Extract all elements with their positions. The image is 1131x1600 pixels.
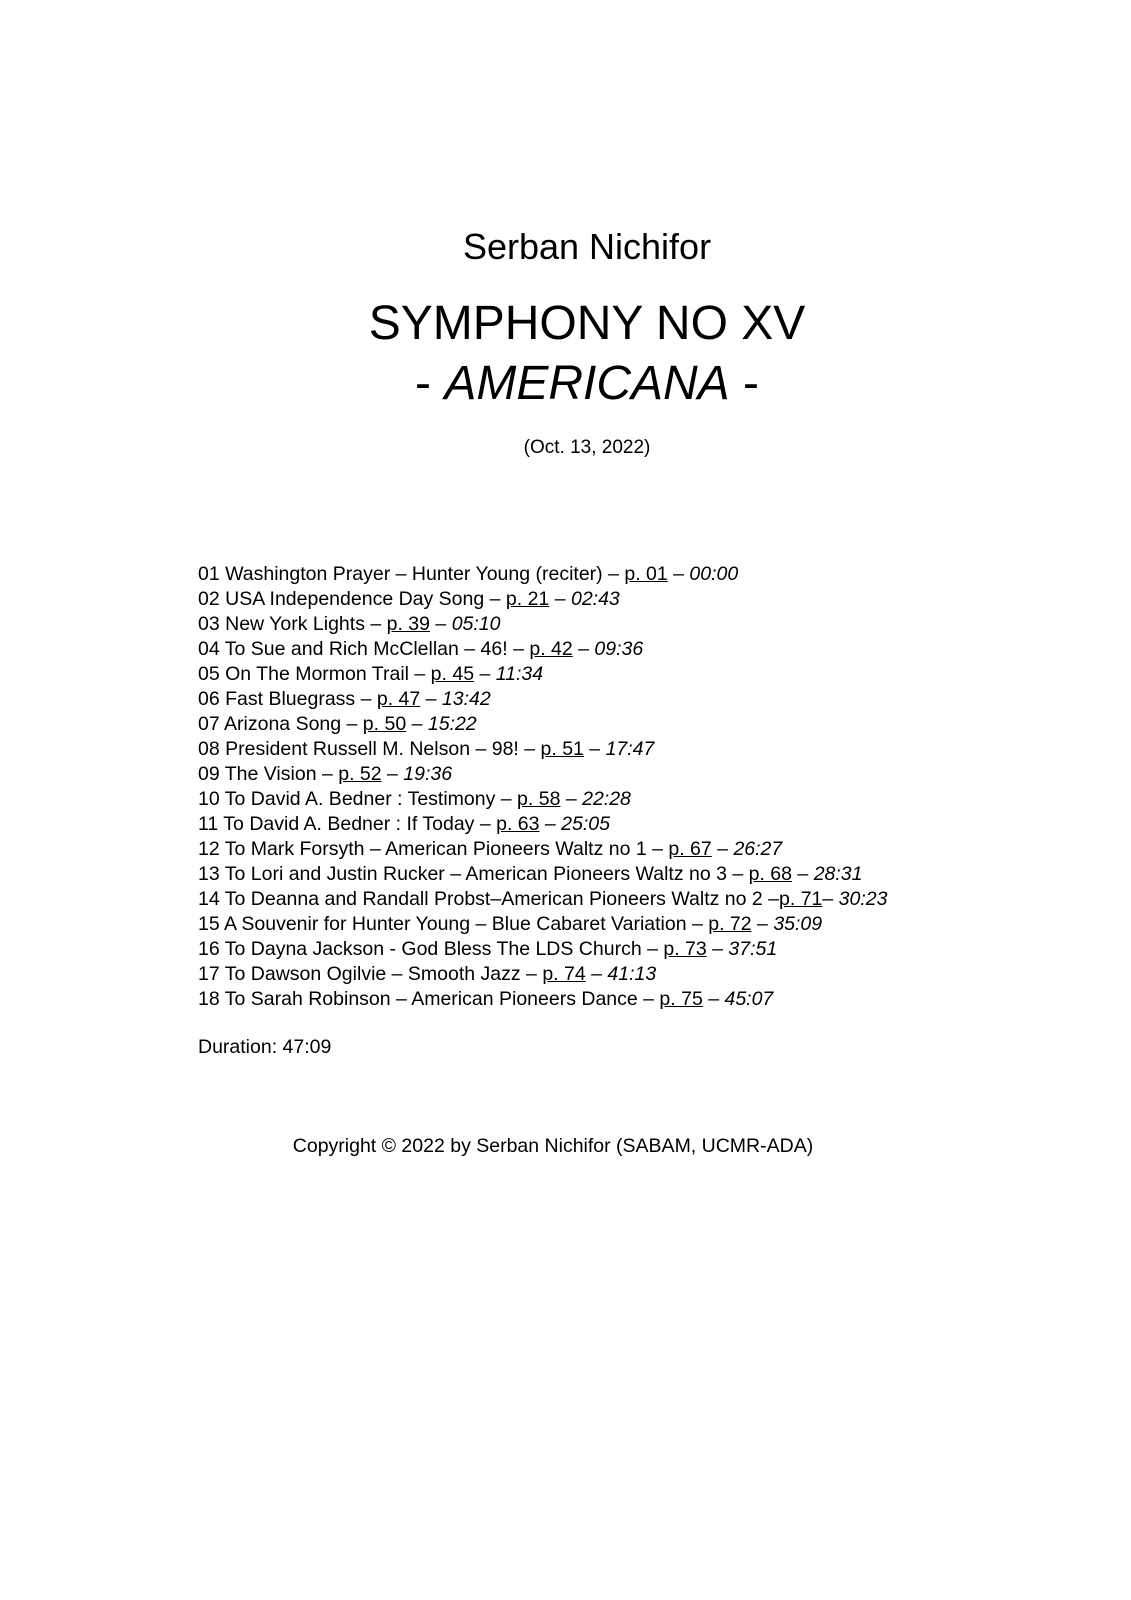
page-link[interactable]: p. 01 (624, 563, 668, 585)
subtitle-suffix: - (729, 357, 760, 410)
movement-title: 01 Washington Prayer – Hunter Young (reciter) – (198, 563, 625, 585)
movement-time: 09:36 (594, 638, 644, 660)
movement-item (198, 962, 887, 987)
movement-time: 26:27 (733, 838, 783, 860)
movement-time: 00:00 (689, 563, 739, 585)
separator: – (560, 788, 583, 810)
movement-title: 11 To David A. Bedner : If Today – (198, 813, 497, 835)
page-link[interactable]: p. 67 (668, 838, 712, 860)
movement-title: 16 To Dayna Jackson - God Bless The LDS Church – (198, 938, 664, 960)
page-link[interactable]: p. 52 (338, 763, 382, 785)
separator: – (572, 638, 595, 660)
page-link[interactable]: p. 72 (708, 913, 752, 935)
movement-time: 02:43 (570, 588, 620, 610)
movement-time: 11:34 (495, 663, 544, 685)
movement-item (198, 737, 887, 762)
movement-item (198, 862, 887, 887)
movement-title: 03 New York Lights – (198, 613, 387, 635)
page-link[interactable]: p. 21 (505, 588, 550, 610)
movement-time: 15:22 (427, 713, 477, 735)
subtitle-prefix: - (414, 357, 445, 410)
movement-title: 08 President Russell M. Nelson – 98! – (198, 738, 541, 760)
movement-title: 13 To Lori and Justin Rucker – American Pioneers Waltz no 3 – (198, 863, 749, 885)
movement-time: 13:42 (441, 688, 491, 710)
page-link[interactable]: p. 68 (748, 863, 792, 885)
page-link[interactable]: p. 71 (779, 888, 823, 910)
subtitle-text: AMERICANA (444, 357, 730, 410)
movement-title: 02 USA Independence Day Song – (198, 588, 506, 610)
movement-item (198, 662, 887, 687)
total-duration: Duration: 47:09 (198, 1036, 332, 1058)
page-link[interactable]: p. 75 (659, 988, 703, 1010)
page-link[interactable]: p. 50 (362, 713, 407, 735)
page-link[interactable]: p. 39 (386, 613, 430, 635)
movement-item (198, 637, 887, 662)
movement-title: 15 A Souvenir for Hunter Young – Blue Cabaret Variation – (198, 913, 709, 935)
page-link[interactable]: p. 73 (663, 938, 707, 960)
movement-time: 37:51 (728, 938, 778, 960)
movement-title: 14 To Deanna and Randall Probst–American Pioneers Waltz no 2 – (198, 888, 780, 910)
movement-title: 05 On The Mormon Trail – (198, 663, 431, 685)
movement-time: 35:09 (773, 913, 823, 935)
separator: – (711, 838, 734, 860)
page-link[interactable]: p. 74 (542, 963, 586, 985)
separator: – (420, 688, 442, 710)
movement-title: 17 To Dawson Ogilvie – Smooth Jazz – (198, 963, 543, 985)
movement-item (198, 787, 887, 812)
movement-item (198, 837, 887, 862)
separator: – (822, 888, 839, 910)
composer-name: Serban Nichifor (462, 226, 712, 267)
movement-item (198, 687, 887, 712)
movement-title: 04 To Sue and Rich McClellan – 46! – (198, 638, 530, 660)
separator: – (585, 963, 608, 985)
symphony-title: SYMPHONY NO XV (368, 297, 806, 350)
movement-title: 07 Arizona Song – (198, 713, 363, 735)
composition-date: (Oct. 13, 2022) (523, 437, 651, 458)
page-link[interactable]: p. 45 (430, 663, 475, 685)
movement-item (198, 587, 887, 612)
separator: – (702, 988, 725, 1010)
movement-time: 22:28 (582, 788, 631, 810)
separator: – (751, 913, 774, 935)
movement-item (198, 887, 887, 912)
page-link[interactable]: p. 51 (540, 738, 584, 760)
page-link[interactable]: p. 63 (496, 813, 540, 835)
movement-item (198, 987, 887, 1012)
movement-time: 28:31 (813, 863, 863, 885)
movement-title: 10 To David A. Bedner : Testimony – (198, 788, 518, 810)
separator: – (549, 588, 571, 610)
movement-title: 09 The Vision – (198, 763, 339, 785)
movement-time: 30:23 (838, 888, 888, 910)
copyright-notice: Copyright © 2022 by Serban Nichifor (SABAM, UCMR-ADA) (292, 1135, 814, 1157)
separator: – (706, 938, 729, 960)
symphony-subtitle (0, 356, 1131, 411)
separator: – (406, 713, 428, 735)
movement-item (198, 712, 887, 737)
movement-item (198, 937, 887, 962)
page-link[interactable]: p. 42 (529, 638, 573, 660)
movement-item (198, 762, 887, 787)
separator: – (474, 663, 496, 685)
page-link[interactable]: p. 58 (517, 788, 561, 810)
movement-time: 05:10 (451, 613, 501, 635)
movement-item (198, 612, 887, 637)
separator: – (381, 763, 404, 785)
separator: – (667, 563, 690, 585)
page-link[interactable]: p. 47 (376, 688, 421, 710)
movement-title: 18 To Sarah Robinson – American Pioneers Dance – (198, 988, 660, 1010)
movement-item (198, 812, 887, 837)
movement-item (198, 912, 887, 937)
separator: – (539, 813, 562, 835)
movement-item (198, 562, 887, 587)
separator: – (583, 738, 606, 760)
separator: – (792, 863, 814, 885)
movement-time: 45:07 (724, 988, 774, 1010)
movement-time: 41:13 (607, 963, 657, 985)
movement-title: 12 To Mark Forsyth – American Pioneers Waltz no 1 – (198, 838, 669, 860)
separator: – (430, 613, 452, 635)
movement-time: 19:36 (403, 763, 453, 785)
movement-title: 06 Fast Bluegrass – (198, 688, 377, 710)
movement-time: 25:05 (561, 813, 610, 835)
movement-list (198, 562, 887, 1012)
movement-time: 17:47 (605, 738, 655, 760)
